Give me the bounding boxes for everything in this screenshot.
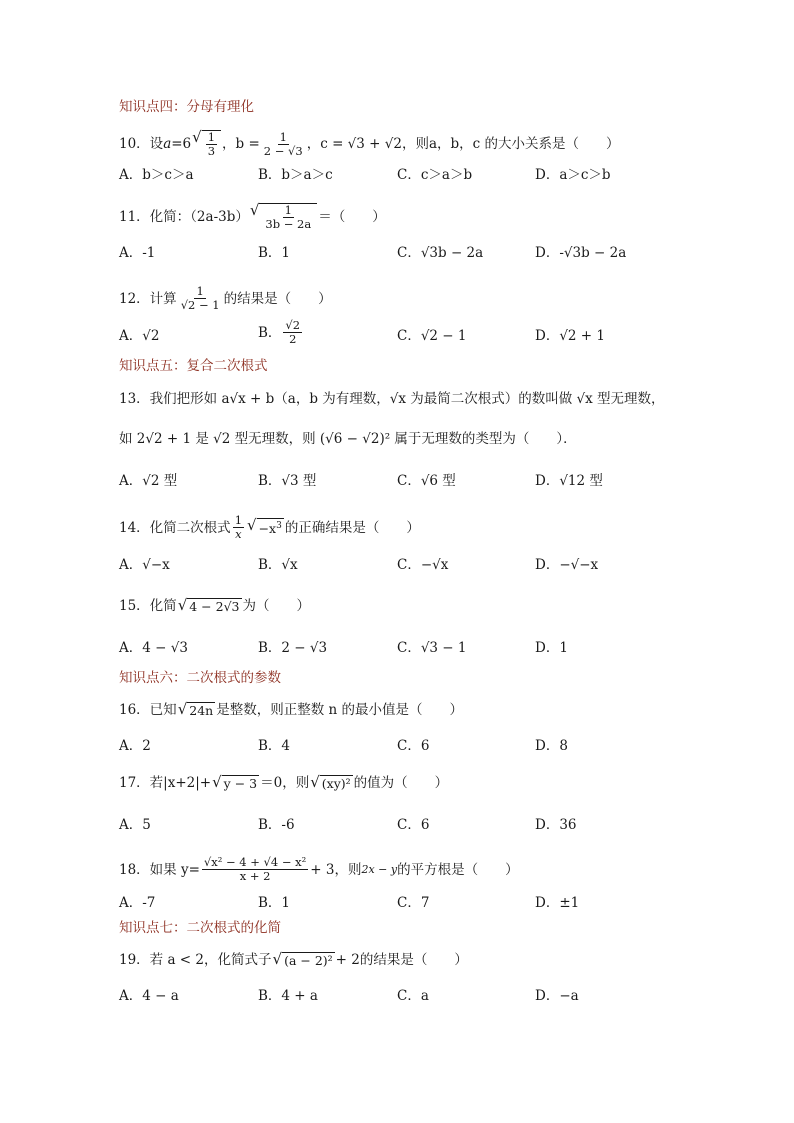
q15-tail: 为（ ） [242, 598, 310, 614]
q12-option-a: A．√2 [119, 328, 160, 344]
q19-tail: 的结果是（ ） [359, 952, 468, 968]
question-13-line-2: 如 2√2 + 1 是 √2 型无理数，则 (√6 − √2)² 属于无理数的类型为（ ）． [119, 431, 577, 447]
question-13-line-1: 13．我们把形如 a√x + b（a，b 为有理数，√x 为最简二次根式）的数叫做 √x 型无理数， [119, 391, 665, 407]
q10-option-b: B．b＞a＞c [258, 167, 333, 183]
q12-option-b: B． $\frac{√2}{2}$ [258, 318, 301, 346]
question-11 [119, 203, 386, 231]
q10-option-c: C．c＞a＞b [397, 167, 473, 183]
q18-plus: + 3，则 [310, 861, 362, 878]
question-15 [119, 597, 310, 615]
q17-option-d: D．36 [535, 817, 577, 833]
q11-tail: ＝（ ） [318, 209, 386, 225]
q10-b-frac: $\frac{1}{2 - √3}$ [263, 129, 303, 158]
q18-option-b: B．1 [258, 895, 291, 911]
q15-text: 15．化简 [119, 598, 177, 614]
q16-option-a: A．2 [119, 738, 151, 754]
q11-option-a: A．-1 [119, 245, 156, 261]
q19-option-c: C．a [397, 988, 429, 1004]
q17-text: 17．若|x+2|+ [119, 775, 212, 791]
q12-option-c: C．√2 − 1 [397, 328, 467, 344]
q15-sqrt: √ 4 − 2√3 [177, 596, 240, 614]
section-heading-4: 知识点四：分母有理化 [119, 99, 254, 115]
q16-option-c: C．6 [397, 738, 430, 754]
q17-sqrt-2: √ (xy)² [310, 773, 351, 791]
q11-text: 11．化简：（2a-3b） [119, 209, 249, 225]
q10-tail: a，b，c 的大小关系是（ ） [428, 136, 620, 152]
question-18 [119, 856, 519, 883]
q13-option-d: D．√12 型 [535, 473, 603, 489]
q17-option-b: B．-6 [258, 817, 295, 833]
q13-option-c: C．√6 型 [397, 473, 456, 489]
question-12 [119, 285, 332, 312]
q10-option-d: D．a＞c＞b [535, 167, 611, 183]
question-16 [119, 701, 463, 719]
question-14 [119, 514, 420, 541]
q10-b-eq: ，b = [222, 136, 260, 152]
q16-text: 16．已知 [119, 702, 177, 718]
q14-option-c: C．−√x [397, 557, 449, 573]
q12-option-d: D．√2 + 1 [535, 328, 605, 344]
q10-var-a: a [163, 136, 172, 152]
q12-text: 12．计算 [119, 290, 177, 307]
q17-tail: 的值为（ ） [353, 775, 449, 791]
q13-option-b: B．√3 型 [258, 473, 317, 489]
q14-tail: 的正确结果是（ ） [284, 519, 420, 536]
q19-text: 19．若 a < 2，化简式子 [119, 952, 272, 968]
q17-option-c: C．6 [397, 817, 430, 833]
q18-frac: $\frac{\text{√x² − 4 + √4 − x²}}{x + 2}$ [203, 855, 307, 883]
q19-option-d: D．−a [535, 988, 579, 1004]
q19-sqrt: √ (a − 2)² [272, 950, 333, 968]
q16-sqrt: √ 24n [177, 700, 214, 718]
q10-sqrt-frac: √ $\frac{1}{3}$ [192, 130, 221, 158]
q14-text: 14．化简二次根式 [119, 519, 231, 536]
q14-option-d: D．−√−x [535, 557, 599, 573]
q11-option-c: C．√3b − 2a [397, 245, 484, 261]
q16-option-d: D．8 [535, 738, 568, 754]
q14-option-a: A．√−x [119, 557, 170, 573]
question-10 [119, 130, 620, 158]
section-heading-6: 知识点六：二次根式的参数 [119, 670, 281, 686]
q12-frac: $\frac{1}{√2 - 1}$ [180, 284, 220, 312]
q17-mid: ＝0，则 [260, 775, 310, 791]
q18-option-c: C．7 [397, 895, 430, 911]
q18-option-a: A．-7 [119, 895, 156, 911]
section-heading-5: 知识点五：复合二次根式 [119, 358, 268, 374]
section-heading-7: 知识点七：二次根式的化简 [119, 920, 281, 936]
q10-eq: =6 [171, 136, 192, 152]
question-19 [119, 951, 468, 969]
q11-option-d: D．-√3b − 2a [535, 245, 627, 261]
q10-option-a: A．b＞c＞a [119, 167, 194, 183]
q18-tail: 的平方根是（ ） [397, 861, 519, 878]
q10-c-eq: ，c = √3 + √2，则 [306, 136, 429, 152]
q19-option-a: A．4 − a [119, 988, 179, 1004]
q12-tail: 的结果是（ ） [223, 290, 332, 307]
q16-option-b: B．4 [258, 738, 291, 754]
q11-option-b: B．1 [258, 245, 291, 261]
question-17 [119, 774, 448, 792]
q11-sqrt: √ $\frac{1}{3b - 2a}$ [250, 203, 317, 231]
q15-option-c: C．√3 − 1 [397, 640, 467, 656]
q18-option-d: D．±1 [535, 895, 580, 911]
q10-number: 10．设 [119, 136, 164, 152]
q15-option-a: A．4 − √3 [119, 640, 188, 656]
q14-option-b: B．√x [258, 557, 298, 573]
q15-option-d: D．1 [535, 640, 568, 656]
q18-expr: 2x − y [361, 862, 398, 876]
q14-frac: $\frac{1}{x}$ [234, 513, 243, 541]
q16-tail: 是整数，则正整数 n 的最小值是（ ） [216, 702, 463, 718]
q13-option-a: A．√2 型 [119, 473, 178, 489]
q17-sqrt-1: √ y − 3 [212, 773, 258, 791]
q19-plus: + 2 [335, 952, 360, 968]
q14-sqrt: √ $-x^3$ [247, 516, 282, 537]
q15-option-b: B．2 − √3 [258, 640, 328, 656]
q17-option-a: A．5 [119, 817, 151, 833]
q19-option-b: B．4 + a [258, 988, 318, 1004]
q18-text: 18．如果 y= [119, 861, 200, 878]
